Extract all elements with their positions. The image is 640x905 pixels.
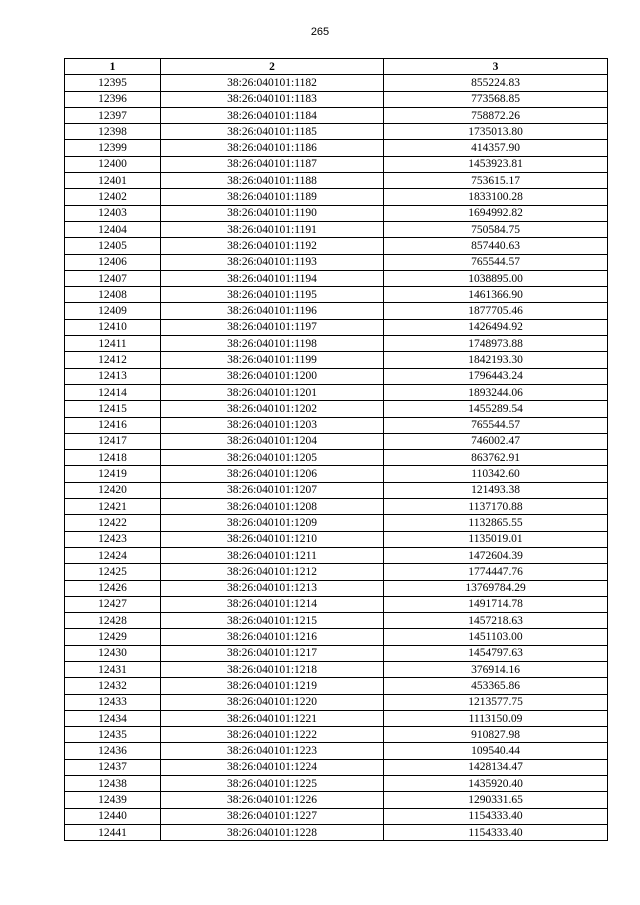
row-number-cell: 12414 bbox=[65, 384, 161, 400]
row-number-cell: 12416 bbox=[65, 417, 161, 433]
value-cell: 1213577.75 bbox=[384, 694, 608, 710]
cadastral-number-cell: 38:26:040101:1209 bbox=[161, 515, 384, 531]
table-row bbox=[65, 564, 608, 580]
value-cell: 773568.85 bbox=[384, 91, 608, 107]
cadastral-number-cell: 38:26:040101:1199 bbox=[161, 352, 384, 368]
table-row bbox=[65, 107, 608, 123]
table-row bbox=[65, 205, 608, 221]
cadastral-number-cell: 38:26:040101:1201 bbox=[161, 384, 384, 400]
row-number-cell: 12402 bbox=[65, 189, 161, 205]
table-row bbox=[65, 401, 608, 417]
value-cell: 863762.91 bbox=[384, 450, 608, 466]
table-row bbox=[65, 368, 608, 384]
value-cell: 1893244.06 bbox=[384, 384, 608, 400]
cadastral-number-cell: 38:26:040101:1224 bbox=[161, 759, 384, 775]
value-cell: 13769784.29 bbox=[384, 580, 608, 596]
table-row bbox=[65, 515, 608, 531]
row-number-cell: 12425 bbox=[65, 564, 161, 580]
table-row bbox=[65, 221, 608, 237]
row-number-cell: 12441 bbox=[65, 824, 161, 840]
value-cell: 758872.26 bbox=[384, 107, 608, 123]
row-number-cell: 12407 bbox=[65, 270, 161, 286]
row-number-cell: 12423 bbox=[65, 531, 161, 547]
table-row bbox=[65, 417, 608, 433]
value-cell: 1461366.90 bbox=[384, 287, 608, 303]
cadastral-number-cell: 38:26:040101:1187 bbox=[161, 156, 384, 172]
cadastral-number-cell: 38:26:040101:1219 bbox=[161, 678, 384, 694]
table-row bbox=[65, 270, 608, 286]
cadastral-number-cell: 38:26:040101:1223 bbox=[161, 743, 384, 759]
table-row bbox=[65, 189, 608, 205]
header-row bbox=[65, 59, 608, 75]
cadastral-number-cell: 38:26:040101:1202 bbox=[161, 401, 384, 417]
row-number-cell: 12398 bbox=[65, 124, 161, 140]
table-row bbox=[65, 547, 608, 563]
row-number-cell: 12427 bbox=[65, 596, 161, 612]
value-cell: 1455289.54 bbox=[384, 401, 608, 417]
table-row bbox=[65, 808, 608, 824]
row-number-cell: 12431 bbox=[65, 661, 161, 677]
table-row bbox=[65, 384, 608, 400]
cadastral-number-cell: 38:26:040101:1206 bbox=[161, 466, 384, 482]
cadastral-number-cell: 38:26:040101:1190 bbox=[161, 205, 384, 221]
table-row bbox=[65, 140, 608, 156]
row-number-cell: 12433 bbox=[65, 694, 161, 710]
table-row bbox=[65, 254, 608, 270]
cadastral-number-cell: 38:26:040101:1184 bbox=[161, 107, 384, 123]
value-cell: 765544.57 bbox=[384, 417, 608, 433]
row-number-cell: 12404 bbox=[65, 221, 161, 237]
row-number-cell: 12420 bbox=[65, 482, 161, 498]
table-row bbox=[65, 776, 608, 792]
page-number: 265 bbox=[310, 26, 330, 38]
row-number-cell: 12413 bbox=[65, 368, 161, 384]
row-number-cell: 12399 bbox=[65, 140, 161, 156]
row-number-cell: 12419 bbox=[65, 466, 161, 482]
table-row bbox=[65, 710, 608, 726]
cadastral-number-cell: 38:26:040101:1213 bbox=[161, 580, 384, 596]
value-cell: 1426494.92 bbox=[384, 319, 608, 335]
value-cell: 1113150.09 bbox=[384, 710, 608, 726]
table-header bbox=[65, 59, 608, 75]
cadastral-number-cell: 38:26:040101:1200 bbox=[161, 368, 384, 384]
value-cell: 1748973.88 bbox=[384, 336, 608, 352]
table-row bbox=[65, 482, 608, 498]
value-cell: 1428134.47 bbox=[384, 759, 608, 775]
table-row bbox=[65, 531, 608, 547]
value-cell: 1451103.00 bbox=[384, 629, 608, 645]
row-number-cell: 12429 bbox=[65, 629, 161, 645]
cadastral-number-cell: 38:26:040101:1222 bbox=[161, 727, 384, 743]
row-number-cell: 12436 bbox=[65, 743, 161, 759]
table-row bbox=[65, 352, 608, 368]
table-body bbox=[65, 75, 608, 841]
value-cell: 1877705.46 bbox=[384, 303, 608, 319]
row-number-cell: 12438 bbox=[65, 776, 161, 792]
row-number-cell: 12426 bbox=[65, 580, 161, 596]
cadastral-number-cell: 38:26:040101:1215 bbox=[161, 613, 384, 629]
row-number-cell: 12396 bbox=[65, 91, 161, 107]
cadastral-number-cell: 38:26:040101:1211 bbox=[161, 547, 384, 563]
table-row bbox=[65, 743, 608, 759]
cadastral-number-cell: 38:26:040101:1227 bbox=[161, 808, 384, 824]
cadastral-number-cell: 38:26:040101:1212 bbox=[161, 564, 384, 580]
cadastral-number-cell: 38:26:040101:1216 bbox=[161, 629, 384, 645]
cadastral-number-cell: 38:26:040101:1210 bbox=[161, 531, 384, 547]
row-number-cell: 12422 bbox=[65, 515, 161, 531]
table-row bbox=[65, 499, 608, 515]
cadastral-number-cell: 38:26:040101:1220 bbox=[161, 694, 384, 710]
row-number-cell: 12409 bbox=[65, 303, 161, 319]
cadastral-number-cell: 38:26:040101:1195 bbox=[161, 287, 384, 303]
cadastral-number-cell: 38:26:040101:1197 bbox=[161, 319, 384, 335]
value-cell: 121493.38 bbox=[384, 482, 608, 498]
table-row bbox=[65, 759, 608, 775]
value-cell: 765544.57 bbox=[384, 254, 608, 270]
header-column-1: 1 bbox=[65, 59, 161, 75]
table-row bbox=[65, 287, 608, 303]
row-number-cell: 12405 bbox=[65, 238, 161, 254]
row-number-cell: 12440 bbox=[65, 808, 161, 824]
header-column-2: 2 bbox=[161, 59, 384, 75]
row-number-cell: 12434 bbox=[65, 710, 161, 726]
value-cell: 857440.63 bbox=[384, 238, 608, 254]
value-cell: 414357.90 bbox=[384, 140, 608, 156]
row-number-cell: 12421 bbox=[65, 499, 161, 515]
row-number-cell: 12430 bbox=[65, 645, 161, 661]
row-number-cell: 12417 bbox=[65, 433, 161, 449]
value-cell: 1491714.78 bbox=[384, 596, 608, 612]
table-row bbox=[65, 303, 608, 319]
value-cell: 1457218.63 bbox=[384, 613, 608, 629]
row-number-cell: 12411 bbox=[65, 336, 161, 352]
value-cell: 1038895.00 bbox=[384, 270, 608, 286]
row-number-cell: 12424 bbox=[65, 547, 161, 563]
row-number-cell: 12428 bbox=[65, 613, 161, 629]
table-row bbox=[65, 580, 608, 596]
cadastral-number-cell: 38:26:040101:1182 bbox=[161, 75, 384, 91]
value-cell: 1137170.88 bbox=[384, 499, 608, 515]
table-row bbox=[65, 824, 608, 840]
table-row bbox=[65, 792, 608, 808]
row-number-cell: 12412 bbox=[65, 352, 161, 368]
table-row bbox=[65, 678, 608, 694]
cadastral-number-cell: 38:26:040101:1225 bbox=[161, 776, 384, 792]
row-number-cell: 12395 bbox=[65, 75, 161, 91]
row-number-cell: 12432 bbox=[65, 678, 161, 694]
value-cell: 376914.16 bbox=[384, 661, 608, 677]
table-row bbox=[65, 466, 608, 482]
table-row bbox=[65, 596, 608, 612]
value-cell: 109540.44 bbox=[384, 743, 608, 759]
value-cell: 746002.47 bbox=[384, 433, 608, 449]
table-row bbox=[65, 319, 608, 335]
value-cell: 453365.86 bbox=[384, 678, 608, 694]
cadastral-number-cell: 38:26:040101:1183 bbox=[161, 91, 384, 107]
row-number-cell: 12435 bbox=[65, 727, 161, 743]
value-cell: 1833100.28 bbox=[384, 189, 608, 205]
value-cell: 1774447.76 bbox=[384, 564, 608, 580]
table-row bbox=[65, 645, 608, 661]
cadastral-number-cell: 38:26:040101:1191 bbox=[161, 221, 384, 237]
header-column-3: 3 bbox=[384, 59, 608, 75]
cadastral-number-cell: 38:26:040101:1189 bbox=[161, 189, 384, 205]
row-number-cell: 12437 bbox=[65, 759, 161, 775]
cadastral-number-cell: 38:26:040101:1218 bbox=[161, 661, 384, 677]
value-cell: 1735013.80 bbox=[384, 124, 608, 140]
value-cell: 1694992.82 bbox=[384, 205, 608, 221]
table-row bbox=[65, 173, 608, 189]
table-row bbox=[65, 629, 608, 645]
value-cell: 1454797.63 bbox=[384, 645, 608, 661]
cadastral-number-cell: 38:26:040101:1196 bbox=[161, 303, 384, 319]
table-row bbox=[65, 727, 608, 743]
value-cell: 750584.75 bbox=[384, 221, 608, 237]
value-cell: 1154333.40 bbox=[384, 808, 608, 824]
cadastral-number-cell: 38:26:040101:1185 bbox=[161, 124, 384, 140]
value-cell: 1472604.39 bbox=[384, 547, 608, 563]
value-cell: 1453923.81 bbox=[384, 156, 608, 172]
row-number-cell: 12403 bbox=[65, 205, 161, 221]
cadastral-number-cell: 38:26:040101:1207 bbox=[161, 482, 384, 498]
table-row bbox=[65, 336, 608, 352]
value-cell: 910827.98 bbox=[384, 727, 608, 743]
cadastral-number-cell: 38:26:040101:1203 bbox=[161, 417, 384, 433]
row-number-cell: 12397 bbox=[65, 107, 161, 123]
table-row bbox=[65, 124, 608, 140]
data-table bbox=[64, 58, 608, 841]
value-cell: 855224.83 bbox=[384, 75, 608, 91]
cadastral-number-cell: 38:26:040101:1193 bbox=[161, 254, 384, 270]
value-cell: 110342.60 bbox=[384, 466, 608, 482]
cadastral-number-cell: 38:26:040101:1205 bbox=[161, 450, 384, 466]
row-number-cell: 12400 bbox=[65, 156, 161, 172]
table-row bbox=[65, 433, 608, 449]
value-cell: 1290331.65 bbox=[384, 792, 608, 808]
table-row bbox=[65, 238, 608, 254]
cadastral-number-cell: 38:26:040101:1194 bbox=[161, 270, 384, 286]
value-cell: 1435920.40 bbox=[384, 776, 608, 792]
value-cell: 1154333.40 bbox=[384, 824, 608, 840]
row-number-cell: 12406 bbox=[65, 254, 161, 270]
cadastral-number-cell: 38:26:040101:1186 bbox=[161, 140, 384, 156]
cadastral-number-cell: 38:26:040101:1198 bbox=[161, 336, 384, 352]
row-number-cell: 12418 bbox=[65, 450, 161, 466]
value-cell: 1132865.55 bbox=[384, 515, 608, 531]
value-cell: 753615.17 bbox=[384, 173, 608, 189]
table-row bbox=[65, 450, 608, 466]
cadastral-number-cell: 38:26:040101:1208 bbox=[161, 499, 384, 515]
row-number-cell: 12415 bbox=[65, 401, 161, 417]
table-row bbox=[65, 156, 608, 172]
row-number-cell: 12439 bbox=[65, 792, 161, 808]
cadastral-number-cell: 38:26:040101:1204 bbox=[161, 433, 384, 449]
table-row bbox=[65, 694, 608, 710]
table-row bbox=[65, 661, 608, 677]
table-row bbox=[65, 75, 608, 91]
value-cell: 1135019.01 bbox=[384, 531, 608, 547]
cadastral-number-cell: 38:26:040101:1217 bbox=[161, 645, 384, 661]
row-number-cell: 12401 bbox=[65, 173, 161, 189]
cadastral-number-cell: 38:26:040101:1214 bbox=[161, 596, 384, 612]
table-row bbox=[65, 91, 608, 107]
table-row bbox=[65, 613, 608, 629]
cadastral-number-cell: 38:26:040101:1228 bbox=[161, 824, 384, 840]
cadastral-number-cell: 38:26:040101:1226 bbox=[161, 792, 384, 808]
cadastral-number-cell: 38:26:040101:1188 bbox=[161, 173, 384, 189]
row-number-cell: 12408 bbox=[65, 287, 161, 303]
cadastral-number-cell: 38:26:040101:1221 bbox=[161, 710, 384, 726]
cadastral-number-cell: 38:26:040101:1192 bbox=[161, 238, 384, 254]
value-cell: 1796443.24 bbox=[384, 368, 608, 384]
row-number-cell: 12410 bbox=[65, 319, 161, 335]
value-cell: 1842193.30 bbox=[384, 352, 608, 368]
